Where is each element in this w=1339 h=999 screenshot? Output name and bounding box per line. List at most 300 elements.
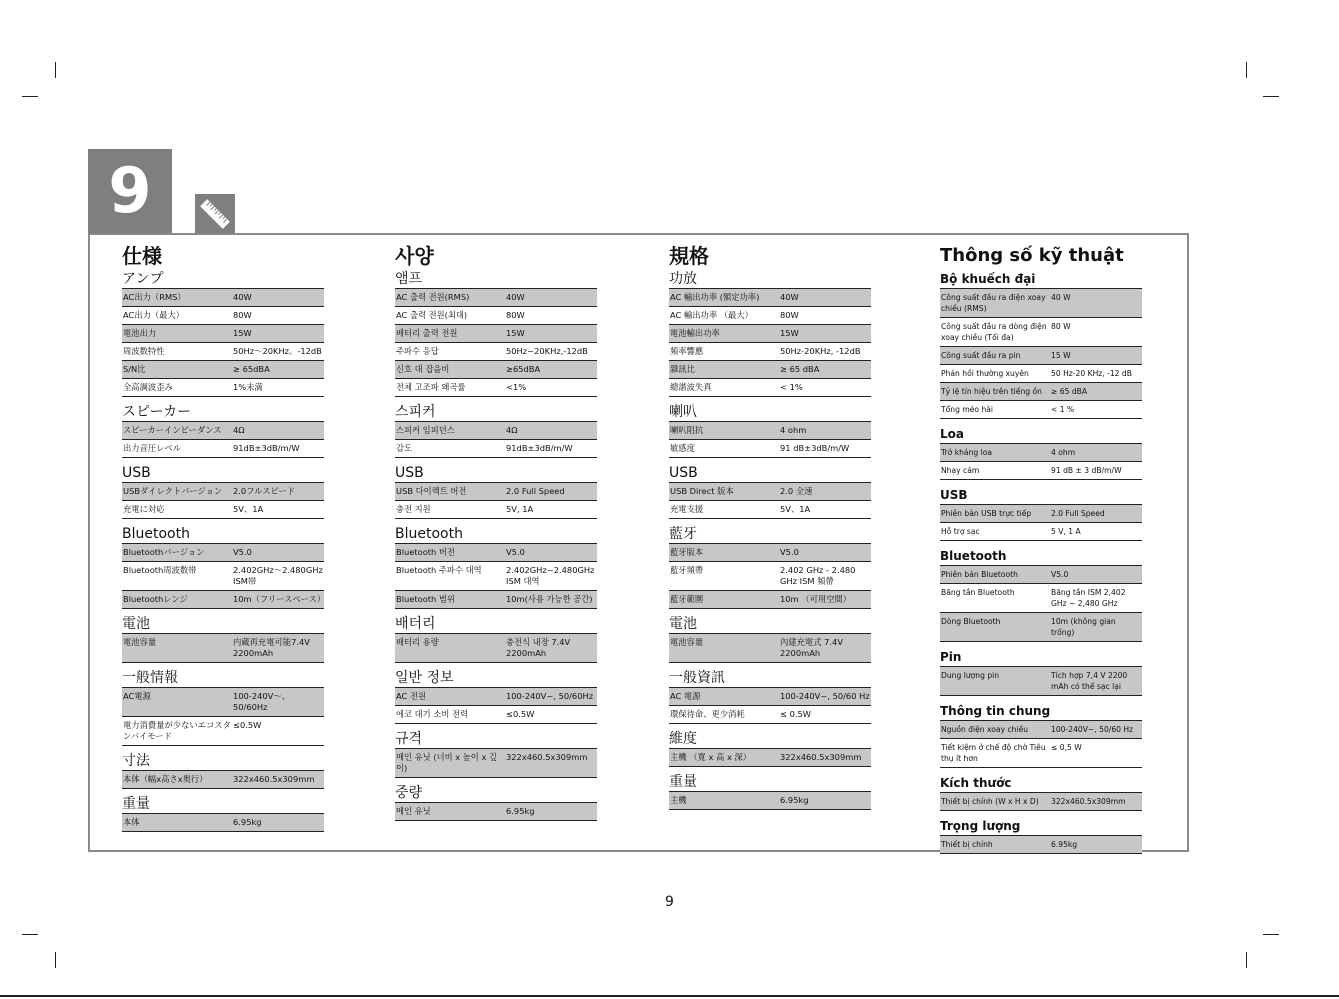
spec-section xyxy=(122,669,324,746)
ruler-icon xyxy=(195,194,235,234)
spec-label: Công suất đầu ra điện xoay chiều (RMS) xyxy=(940,289,1050,318)
spec-value: 91dB±3dB/m/W xyxy=(505,440,597,458)
table-row xyxy=(669,706,871,724)
spec-label: Bluetooth周波数帯 xyxy=(122,562,232,591)
spec-value: 10m（フリースペース） xyxy=(232,591,324,609)
crop-mark xyxy=(55,62,56,78)
spec-value: 5V、1A xyxy=(779,501,871,519)
table-row xyxy=(940,401,1142,419)
spec-table xyxy=(940,666,1142,696)
spec-section xyxy=(395,784,597,821)
spec-label: Băng tần Bluetooth xyxy=(940,584,1050,613)
table-row xyxy=(940,613,1142,642)
section-title: 一般情報 xyxy=(122,670,178,686)
spec-label: 喇叭阻抗 xyxy=(669,422,779,440)
spec-value: 80W xyxy=(779,307,871,325)
spec-label: 배터리 출력 전원 xyxy=(395,325,505,343)
spec-value: 322x460.5x309mm xyxy=(1050,793,1142,811)
spec-value: 6.95kg xyxy=(505,803,597,821)
spec-label: 주파수 응답 xyxy=(395,343,505,361)
table-row xyxy=(669,343,871,361)
spec-value: 5V、1A xyxy=(232,501,324,519)
table-row xyxy=(122,688,324,717)
spec-section xyxy=(669,464,871,519)
spec-label: S/N比 xyxy=(122,361,232,379)
spec-section xyxy=(940,486,1142,541)
section-title: 중량 xyxy=(395,785,423,801)
spec-value: 40 W xyxy=(1050,289,1142,318)
section-title: 일반 정보 xyxy=(395,670,454,686)
spec-table xyxy=(122,813,324,832)
table-row xyxy=(395,483,597,501)
spec-label: 에코 대기 소비 전력 xyxy=(395,706,505,724)
table-row xyxy=(395,562,597,591)
spec-table xyxy=(669,543,871,609)
spec-section xyxy=(122,464,324,519)
spec-label: Bluetoothバージョン xyxy=(122,544,232,562)
section-title: USB xyxy=(395,465,424,481)
spec-value: 15W xyxy=(779,325,871,343)
table-row xyxy=(395,361,597,379)
spec-table xyxy=(669,791,871,810)
section-title: Trọng lượng xyxy=(940,819,1021,833)
crop-mark xyxy=(22,96,38,97)
spec-value: 15W xyxy=(232,325,324,343)
table-row xyxy=(395,544,597,562)
spec-label: USB 다이렉트 버전 xyxy=(395,483,505,501)
spec-table xyxy=(395,543,597,609)
table-row xyxy=(395,749,597,778)
spec-section xyxy=(122,615,324,663)
table-row xyxy=(122,361,324,379)
spec-section xyxy=(395,464,597,519)
table-row xyxy=(122,717,324,746)
table-row xyxy=(669,544,871,562)
spec-table xyxy=(395,802,597,821)
table-row xyxy=(940,566,1142,584)
spec-value: 322x460.5x309mm xyxy=(505,749,597,778)
spec-label: 環保待命、更少消耗 xyxy=(669,706,779,724)
spec-label: AC出力（RMS） xyxy=(122,289,232,307)
spec-table xyxy=(122,482,324,519)
spec-value: ≤ 0,5 W xyxy=(1050,739,1142,768)
table-row xyxy=(122,634,324,663)
spec-section xyxy=(395,669,597,724)
table-row xyxy=(669,562,871,591)
table-row xyxy=(669,749,871,767)
spec-label: 充電支援 xyxy=(669,501,779,519)
spec-label: Bluetoothレンジ xyxy=(122,591,232,609)
spec-value: 100-240V~, 50/60Hz xyxy=(505,688,597,706)
spec-section xyxy=(122,525,324,609)
spec-label: USB Direct 版本 xyxy=(669,483,779,501)
spec-value: ≤ 0.5W xyxy=(779,706,871,724)
spec-section xyxy=(669,270,871,397)
spec-table xyxy=(940,792,1142,811)
spec-value: 91 dB±3dB/m/W xyxy=(779,440,871,458)
spec-label: 充電に対応 xyxy=(122,501,232,519)
spec-label: Nguồn điện xoay chiều xyxy=(940,721,1050,739)
spec-value: < 1% xyxy=(779,379,871,397)
spec-column-vietnamese xyxy=(940,244,1142,854)
table-row xyxy=(940,462,1142,480)
table-row xyxy=(122,501,324,519)
spec-section xyxy=(395,525,597,609)
spec-label: Tổng méo hài xyxy=(940,401,1050,419)
spec-value: 100-240V～、50/60Hz xyxy=(232,688,324,717)
spec-section xyxy=(940,648,1142,696)
table-row xyxy=(940,793,1142,811)
table-row xyxy=(122,771,324,789)
spec-label: 藍牙版本 xyxy=(669,544,779,562)
spec-label: 出力音圧レベル xyxy=(122,440,232,458)
table-row xyxy=(122,307,324,325)
section-title: 重量 xyxy=(669,774,697,790)
spec-label: 메인 유닛 (너비 x 높이 x 깊이) xyxy=(395,749,505,778)
spec-table xyxy=(669,748,871,767)
spec-value: 100-240V~, 50/60 Hz xyxy=(779,688,871,706)
spec-value: Tích hợp 7,4 V 2200 mAh có thể sạc lại xyxy=(1050,667,1142,696)
spec-value: 1%未満 xyxy=(232,379,324,397)
table-row xyxy=(940,289,1142,318)
section-title: 一般資訊 xyxy=(669,670,725,686)
spec-section xyxy=(669,525,871,609)
spec-table xyxy=(669,421,871,458)
spec-value: 6.95kg xyxy=(779,792,871,810)
table-row xyxy=(395,343,597,361)
section-title: Thông tin chung xyxy=(940,704,1051,718)
spec-label: 감도 xyxy=(395,440,505,458)
table-row xyxy=(669,792,871,810)
table-row xyxy=(669,289,871,307)
section-title: 규격 xyxy=(395,731,423,747)
spec-section xyxy=(940,702,1142,768)
spec-table xyxy=(395,482,597,519)
section-title: 배터리 xyxy=(395,616,436,632)
table-row xyxy=(395,706,597,724)
bottom-rule xyxy=(0,995,1339,997)
table-row xyxy=(122,814,324,832)
spec-value: 15W xyxy=(505,325,597,343)
table-row xyxy=(940,383,1142,401)
spec-label: 충전 지원 xyxy=(395,501,505,519)
section-title: 重量 xyxy=(122,796,150,812)
table-row xyxy=(669,591,871,609)
table-row xyxy=(395,379,597,397)
table-row xyxy=(122,343,324,361)
table-row xyxy=(395,501,597,519)
spec-value: 10m (không gian trống) xyxy=(1050,613,1142,642)
spec-label: USBダイレクトバージョン xyxy=(122,483,232,501)
spec-label: 本体（幅x高さx奥行） xyxy=(122,771,232,789)
section-title: Kích thước xyxy=(940,776,1012,790)
spec-section xyxy=(669,669,871,724)
spec-label: 周波数特性 xyxy=(122,343,232,361)
spec-value: 5 V, 1 A xyxy=(1050,523,1142,541)
spec-value: 15 W xyxy=(1050,347,1142,365)
table-row xyxy=(669,379,871,397)
section-title: Loa xyxy=(940,427,964,441)
spec-label: Nhạy cảm xyxy=(940,462,1050,480)
spec-section xyxy=(940,774,1142,811)
table-row xyxy=(122,325,324,343)
section-title: Pin xyxy=(940,650,962,664)
section-title: スピーカー xyxy=(122,404,192,420)
spec-label: スピーカーインピーダンス xyxy=(122,422,232,440)
spec-label: AC 電源 xyxy=(669,688,779,706)
spec-value: 5V, 1A xyxy=(505,501,597,519)
spec-value: < 1 % xyxy=(1050,401,1142,419)
spec-value: 80W xyxy=(232,307,324,325)
spec-value: ≥ 65 dBA xyxy=(779,361,871,379)
table-row xyxy=(669,440,871,458)
table-row xyxy=(395,591,597,609)
spec-label: 主機 （寬 x 高 x 深） xyxy=(669,749,779,767)
spec-value: 91 dB ± 3 dB/m/W xyxy=(1050,462,1142,480)
table-row xyxy=(669,688,871,706)
spec-table xyxy=(395,288,597,397)
spec-label: Dòng Bluetooth xyxy=(940,613,1050,642)
spec-label: AC出力（最大） xyxy=(122,307,232,325)
spec-value: 50Hz～20KHz、-12dB xyxy=(232,343,324,361)
crop-mark xyxy=(1246,62,1247,78)
section-title: 維度 xyxy=(669,731,697,747)
spec-value: 2.0 Full Speed xyxy=(505,483,597,501)
table-row xyxy=(940,318,1142,347)
spec-label: 電池出力 xyxy=(122,325,232,343)
table-row xyxy=(669,325,871,343)
table-row xyxy=(940,721,1142,739)
spec-label: 雜訊比 xyxy=(669,361,779,379)
crop-mark xyxy=(1246,952,1247,968)
spec-label: Phản hồi thường xuyên xyxy=(940,365,1050,383)
section-title: 藍牙 xyxy=(669,526,697,542)
spec-section xyxy=(395,403,597,458)
spec-value: 4 ohm xyxy=(779,422,871,440)
spec-value: 80 W xyxy=(1050,318,1142,347)
spec-table xyxy=(669,687,871,724)
crop-mark xyxy=(22,934,38,935)
spec-table xyxy=(395,687,597,724)
spec-label: Tiết kiệm ở chế độ chờ Tiêu thụ ít hơn xyxy=(940,739,1050,768)
spec-value: 2.0 Full Speed xyxy=(1050,505,1142,523)
spec-label: Bluetooth 범위 xyxy=(395,591,505,609)
spec-section xyxy=(669,730,871,767)
spec-column-japanese xyxy=(122,244,324,832)
table-row xyxy=(122,591,324,609)
spec-value: 6.95kg xyxy=(232,814,324,832)
spec-section xyxy=(395,270,597,397)
spec-value: 2.0 全速 xyxy=(779,483,871,501)
spec-value: 6.95kg xyxy=(1050,836,1142,854)
table-row xyxy=(122,562,324,591)
spec-value: 50Hz~20KHz,-12dB xyxy=(505,343,597,361)
spec-label: Phiên bản Bluetooth xyxy=(940,566,1050,584)
spec-section xyxy=(395,730,597,778)
spec-value: ≥ 65 dBA xyxy=(1050,383,1142,401)
table-row xyxy=(122,544,324,562)
spec-label: 總諧波失真 xyxy=(669,379,779,397)
spec-label: 主機 xyxy=(669,792,779,810)
table-row xyxy=(940,365,1142,383)
spec-value: 10m(사용 가능한 공간) xyxy=(505,591,597,609)
crop-mark xyxy=(55,952,56,968)
spec-table xyxy=(669,482,871,519)
section-title: 功放 xyxy=(669,271,697,287)
spec-value: ≥ 65dBA xyxy=(232,361,324,379)
spec-label: AC 전원 xyxy=(395,688,505,706)
table-row xyxy=(940,523,1142,541)
spec-column-korean xyxy=(395,244,597,821)
spec-table xyxy=(122,421,324,458)
table-row xyxy=(940,667,1142,696)
spec-section xyxy=(395,615,597,663)
chapter-number-badge: 9 xyxy=(88,149,172,233)
table-row xyxy=(122,440,324,458)
spec-label: Phiên bản USB trực tiếp xyxy=(940,505,1050,523)
spec-value: 2.402 GHz - 2.480 GHz ISM 頻帶 xyxy=(779,562,871,591)
section-title: 寸法 xyxy=(122,753,150,769)
spec-section xyxy=(669,773,871,810)
section-title: 스피커 xyxy=(395,404,436,420)
spec-label: 藍牙頻帶 xyxy=(669,562,779,591)
table-row xyxy=(669,634,871,663)
table-row xyxy=(940,584,1142,613)
spec-value: Băng tần ISM 2,402 GHz ~ 2,480 GHz xyxy=(1050,584,1142,613)
table-row xyxy=(395,440,597,458)
spec-table xyxy=(940,288,1142,419)
table-row xyxy=(395,307,597,325)
spec-label: 배터리 용량 xyxy=(395,634,505,663)
spec-table xyxy=(669,633,871,663)
column-title: 사양 xyxy=(395,244,434,268)
spec-section xyxy=(122,752,324,789)
spec-section xyxy=(122,270,324,397)
spec-label: 電池容量 xyxy=(122,634,232,663)
section-title: 喇叭 xyxy=(669,404,697,420)
section-title: アンプ xyxy=(122,271,164,287)
spec-table xyxy=(395,633,597,663)
spec-section xyxy=(122,403,324,458)
spec-value: 322x460.5x309mm xyxy=(232,771,324,789)
spec-table xyxy=(122,633,324,663)
spec-label: Công suất đầu ra pin xyxy=(940,347,1050,365)
spec-label: 電池容量 xyxy=(669,634,779,663)
spec-label: 메인 유닛 xyxy=(395,803,505,821)
table-row xyxy=(940,444,1142,462)
table-row xyxy=(122,379,324,397)
spec-table xyxy=(940,835,1142,854)
column-title: Thông số kỹ thuật xyxy=(940,245,1124,266)
section-title: USB xyxy=(122,465,151,481)
table-row xyxy=(940,836,1142,854)
table-row xyxy=(395,325,597,343)
spec-table xyxy=(122,687,324,746)
spec-label: 신호 대 잡음비 xyxy=(395,361,505,379)
table-row xyxy=(940,347,1142,365)
spec-label: 本体 xyxy=(122,814,232,832)
spec-value: 91dB±3dB/m/W xyxy=(232,440,324,458)
table-row xyxy=(395,289,597,307)
section-title: USB xyxy=(669,465,698,481)
spec-value: 322x460.5x309mm xyxy=(779,749,871,767)
spec-table xyxy=(395,421,597,458)
spec-label: 電力消費量が少ないエコスタンバイモード xyxy=(122,717,232,746)
spec-table xyxy=(940,504,1142,541)
spec-label: 敏感度 xyxy=(669,440,779,458)
table-row xyxy=(669,422,871,440)
spec-value: V5.0 xyxy=(779,544,871,562)
spec-table xyxy=(395,748,597,778)
spec-label: Công suất đầu ra dòng điện xoay chiều (Tối đa) xyxy=(940,318,1050,347)
spec-value: 2.0フルスピード xyxy=(232,483,324,501)
section-title: Bộ khuếch đại xyxy=(940,272,1036,286)
column-title: 仕様 xyxy=(122,244,162,268)
spec-section xyxy=(940,547,1142,642)
spec-label: AC 출력 전원(RMS) xyxy=(395,289,505,307)
spec-label: 電池輸出功率 xyxy=(669,325,779,343)
spec-label: 스피커 임피던스 xyxy=(395,422,505,440)
section-title: 電池 xyxy=(669,616,697,632)
spec-value: 40W xyxy=(779,289,871,307)
spec-value: 50Hz-20KHz, -12dB xyxy=(779,343,871,361)
table-row xyxy=(395,688,597,706)
spec-table xyxy=(669,288,871,397)
section-title: 앰프 xyxy=(395,271,423,287)
spec-value: 40W xyxy=(505,289,597,307)
spec-value: 50 Hz-20 KHz, -12 dB xyxy=(1050,365,1142,383)
crop-mark xyxy=(1263,96,1279,97)
spec-column-chinese xyxy=(669,244,871,810)
spec-label: Dung lượng pin xyxy=(940,667,1050,696)
spec-value: 충전식 내장 7.4V 2200mAh xyxy=(505,634,597,663)
spec-label: Hỗ trợ sạc xyxy=(940,523,1050,541)
spec-section xyxy=(940,425,1142,480)
spec-value: V5.0 xyxy=(232,544,324,562)
spec-label: AC 출력 전원(최대) xyxy=(395,307,505,325)
table-row xyxy=(669,307,871,325)
spec-value: 40W xyxy=(232,289,324,307)
spec-label: AC 輸出功率 （最大） xyxy=(669,307,779,325)
spec-value: 4Ω xyxy=(232,422,324,440)
spec-value: 10m （可用空間） xyxy=(779,591,871,609)
table-row xyxy=(395,803,597,821)
spec-value: 内蔵再充電可能7.4V 2200mAh xyxy=(232,634,324,663)
spec-section xyxy=(669,615,871,663)
spec-value: V5.0 xyxy=(505,544,597,562)
spec-label: 藍牙範圍 xyxy=(669,591,779,609)
spec-value: 2.402GHz~2.480GHz ISM 대역 xyxy=(505,562,597,591)
spec-label: Thiết bị chính xyxy=(940,836,1050,854)
spec-table xyxy=(940,443,1142,480)
table-row xyxy=(669,361,871,379)
spec-label: Tỷ lệ tín hiệu trên tiếng ồn xyxy=(940,383,1050,401)
spec-table xyxy=(122,288,324,397)
spec-label: Bluetooth 버전 xyxy=(395,544,505,562)
spec-label: 全高調波歪み xyxy=(122,379,232,397)
section-title: Bluetooth xyxy=(395,526,463,542)
table-row xyxy=(122,483,324,501)
spec-value: 4 ohm xyxy=(1050,444,1142,462)
table-row xyxy=(122,422,324,440)
spec-value: 100-240V~, 50/60 Hz xyxy=(1050,721,1142,739)
spec-label: Bluetooth 주파수 대역 xyxy=(395,562,505,591)
table-row xyxy=(395,634,597,663)
spec-section xyxy=(940,817,1142,854)
table-row xyxy=(122,289,324,307)
spec-value: 80W xyxy=(505,307,597,325)
spec-label: AC電源 xyxy=(122,688,232,717)
